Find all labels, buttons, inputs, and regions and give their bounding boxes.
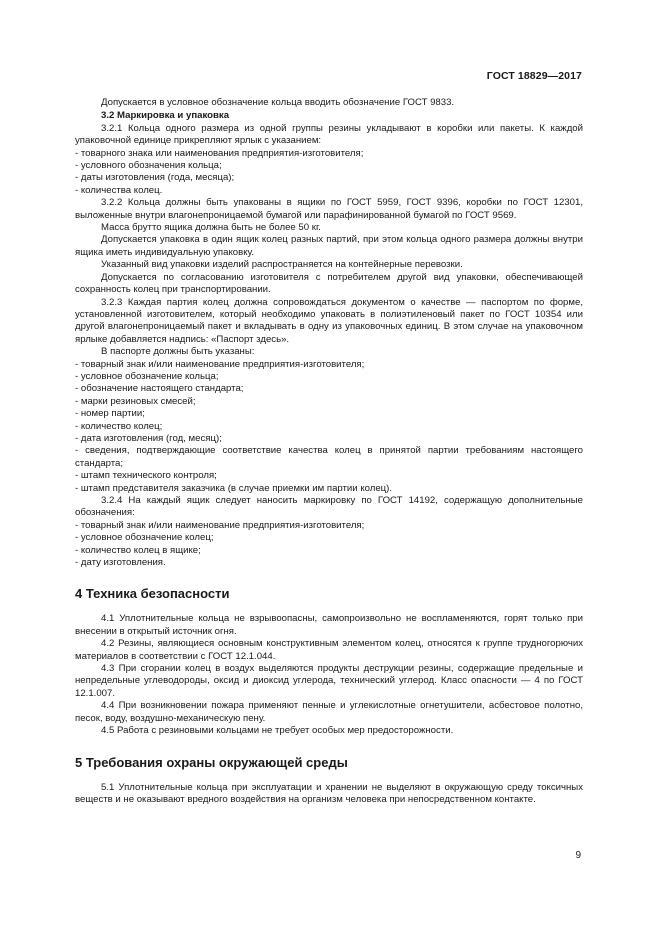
list-item: - количества колец. [75, 184, 163, 196]
list-item: - товарного знака или наименования предприятия-изготовителя; [75, 147, 364, 159]
paragraph-allowed-other: Допускается по согласованию изготовителя с потребителем другой вид упаковки, обеспечивающей сохранность колец при транспортировании. [75, 271, 583, 296]
paragraph-allowed-mixed: Допускается упаковка в один ящик колец разных партий, при этом кольца одного размера должны внутри ящика иметь индивидуальную упаковку. [75, 234, 583, 258]
section-5-title: 5 Требования охраны окружающей среды [75, 754, 348, 770]
paragraph-4-5: 4.5 Работа с резиновыми кольцами не требует особых мер предосторожности. [101, 725, 454, 737]
paragraph-5-1: 5.1 Уплотнительные кольца при эксплуатации и хранении не выделяют в окружающую среду токсичных веществ и не оказывают вредного воздействия на организм человека при непосредственном контакте. [75, 781, 583, 805]
list-item: - штамп представителя заказчика (в случае приемки им партии колец). [75, 482, 393, 494]
section-4-title: 4 Техника безопасности [75, 586, 230, 602]
list-item: - товарный знак и/или наименование предприятия-изготовителя; [75, 519, 365, 531]
standard-header: ГОСТ 18829—2017 [486, 70, 582, 82]
list-item: - номер партии; [75, 408, 145, 420]
list-item: - марки резиновых смесей; [75, 395, 196, 407]
list-item: - обозначение настоящего стандарта; [75, 383, 244, 395]
paragraph-3-2-4: 3.2.4 На каждый ящик следует наносить маркировку по ГОСТ 14192, содержащую дополнительные обозначения: [75, 495, 583, 519]
paragraph-3-2-1: 3.2.1 Кольца одного размера из одной группы резины укладывают в коробки или пакеты. К каждой упаковочной единице прикрепляют ярлык с указанием: [75, 122, 583, 147]
paragraph-mass: Масса брутто ящика должна быть не более 50 кг. [101, 222, 321, 234]
paragraph-container: Указанный вид упаковки изделий распространяется на контейнерные перевозки. [101, 259, 463, 271]
section-3-2-title: 3.2 Маркировка и упаковка [101, 110, 230, 122]
list-item: - количество колец; [75, 420, 163, 432]
section-4 [75, 586, 583, 737]
paragraph-3-2-3: 3.2.3 Каждая партия колец должна сопровождаться документом о качестве — паспортом по форме, установленной изготовителем, который необходимо упаковать в полиэтиленовый пакет по ГОСТ 10354 или другой влагонепроницаемый пакет и вкладывать в одну из упаковочных единиц. В этом случае на упаковочном ярлыке добавляется надпись: «Паспорт здесь». [75, 296, 583, 345]
paragraph-passport: В паспорте должны быть указаны: [101, 346, 255, 358]
list-item: - товарный знак и/или наименование предприятия-изготовителя; [75, 358, 365, 370]
list-item: - штамп технического контроля; [75, 470, 217, 482]
list-3-2-4 [75, 520, 583, 570]
document-body [75, 97, 583, 806]
list-item: - сведения, подтверждающие соответствие качества колец в принятой партии требованиям настоящего стандарта; [75, 445, 583, 469]
intro-paragraph: Допускается в условное обозначение кольца вводить обозначение ГОСТ 9833. [101, 97, 455, 108]
list-item: - условного обозначения кольца; [75, 160, 222, 172]
section-3-2 [75, 110, 583, 569]
list-item: - условное обозначение кольца; [75, 370, 219, 382]
list-item: - количество колец в ящике; [75, 544, 201, 556]
paragraph-3-2-2: 3.2.2 Кольца должны быть упакованы в ящики по ГОСТ 5959, ГОСТ 9396, коробки по ГОСТ 12301, выложенные внутри влагонепроницаемой бумагой или парафинированной бумагой по ГОСТ 9569. [75, 197, 583, 221]
section-5 [75, 755, 583, 807]
list-item: - дата изготовления (год, месяц); [75, 432, 222, 444]
paragraph-4-1: 4.1 Уплотнительные кольца не взрывоопасны, самопроизвольно не воспламеняются, горят только при внесении в открытый источник огня. [75, 613, 583, 637]
list-item: - условное обозначение колец; [75, 532, 214, 544]
list-3-2-1 [75, 148, 583, 198]
list-item: - даты изготовления (года, месяца); [75, 172, 235, 184]
page-number: 9 [575, 850, 581, 861]
paragraph-4-2: 4.2 Резины, являющиеся основным конструктивным элементом колец, относятся к группе трудногорючих материалов в соответствии с ГОСТ 12.1.044. [75, 638, 583, 662]
list-item: - дату изготовления. [75, 557, 166, 569]
paragraph-4-4: 4.4 При возникновении пожара применяют пенные и углекислотные огнетушители, асбестовое полотно, песок, воду, воздушно-механическую пену. [75, 700, 583, 724]
paragraph-4-3: 4.3 При сгорании колец в воздух выделяются продукты деструкции резины, содержащие предельные и непредельные углеводороды, оксид и диоксид углерода, технический углерод. Класс опасности — 4 по ГОСТ 12.1.007. [75, 663, 583, 699]
list-passport [75, 359, 583, 495]
